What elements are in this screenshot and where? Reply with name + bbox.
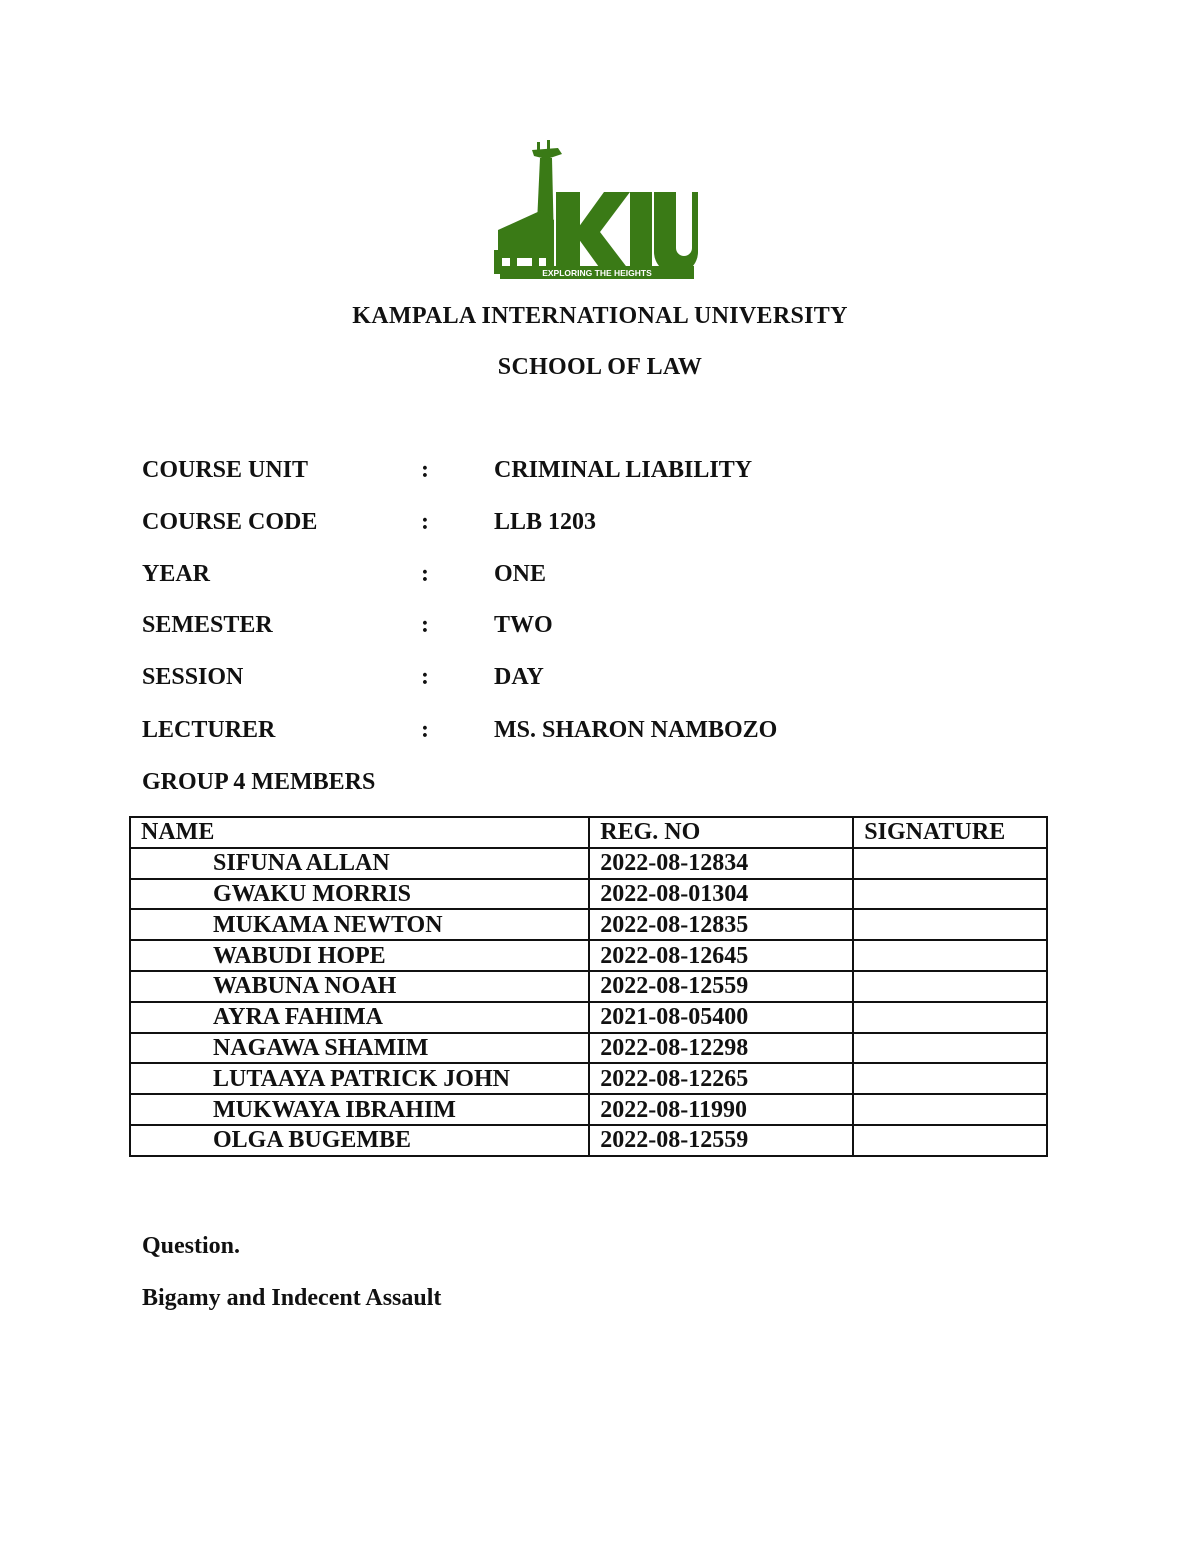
member-reg-no: 2022-08-01304	[589, 879, 853, 910]
table-header-row	[130, 817, 1047, 848]
logo-tagline: EXPLORING THE HEIGHTS	[542, 268, 652, 278]
member-reg-no: 2021-08-05400	[589, 1002, 853, 1033]
university-name: KAMPALA INTERNATIONAL UNIVERSITY	[352, 303, 848, 329]
group-title: GROUP 4 MEMBERS	[142, 769, 376, 795]
detail-label: SEMESTER	[142, 612, 273, 638]
detail-separator: :	[421, 612, 429, 638]
member-name: MUKAMA NEWTON	[130, 909, 589, 940]
detail-separator: :	[421, 509, 429, 535]
member-signature	[853, 1002, 1047, 1033]
university-logo	[492, 140, 698, 282]
detail-separator: :	[421, 664, 429, 690]
member-name: OLGA BUGEMBE	[130, 1125, 589, 1156]
member-name: LUTAAYA PATRICK JOHN	[130, 1063, 589, 1094]
member-name: GWAKU MORRIS	[130, 879, 589, 910]
member-signature	[853, 971, 1047, 1002]
member-signature	[853, 909, 1047, 940]
members-table	[129, 816, 1048, 1157]
giraffe-icon	[494, 140, 562, 274]
table-row	[130, 940, 1047, 971]
detail-label: LECTURER	[142, 717, 276, 743]
member-name: MUKWAYA IBRAHIM	[130, 1094, 589, 1125]
detail-value: DAY	[494, 664, 544, 690]
member-signature	[853, 1125, 1047, 1156]
detail-label: COURSE CODE	[142, 509, 318, 535]
detail-row-semester	[142, 610, 1042, 640]
table-row	[130, 1094, 1047, 1125]
member-name: WABUNA NOAH	[130, 971, 589, 1002]
member-name: NAGAWA SHAMIM	[130, 1033, 589, 1064]
column-header-signature: SIGNATURE	[853, 817, 1047, 848]
detail-row-year	[142, 559, 1042, 589]
detail-value: TWO	[494, 612, 553, 638]
detail-value: CRIMINAL LIABILITY	[494, 457, 753, 483]
table-row	[130, 1002, 1047, 1033]
member-name: SIFUNA ALLAN	[130, 848, 589, 879]
detail-row-course-code	[142, 507, 1042, 537]
column-header-reg-no: REG. NO	[589, 817, 853, 848]
detail-separator: :	[421, 457, 429, 483]
detail-label: SESSION	[142, 664, 244, 690]
column-header-name: NAME	[130, 817, 589, 848]
member-signature	[853, 879, 1047, 910]
detail-row-session	[142, 662, 1042, 692]
detail-value: MS. SHARON NAMBOZO	[494, 717, 778, 743]
detail-value: ONE	[494, 561, 547, 587]
table-row	[130, 1033, 1047, 1064]
member-reg-no: 2022-08-12298	[589, 1033, 853, 1064]
table-row	[130, 879, 1047, 910]
member-reg-no: 2022-08-12559	[589, 971, 853, 1002]
detail-row-lecturer	[142, 715, 1042, 745]
detail-value: LLB 1203	[494, 509, 597, 535]
member-name: AYRA FAHIMA	[130, 1002, 589, 1033]
member-signature	[853, 848, 1047, 879]
table-row	[130, 1063, 1047, 1094]
detail-separator: :	[421, 561, 429, 587]
member-reg-no: 2022-08-11990	[589, 1094, 853, 1125]
member-signature	[853, 1063, 1047, 1094]
question-label: Question.	[142, 1233, 241, 1259]
detail-row-course-unit	[142, 455, 1042, 485]
member-reg-no: 2022-08-12834	[589, 848, 853, 879]
member-reg-no: 2022-08-12835	[589, 909, 853, 940]
logo-wordmark	[556, 192, 698, 274]
detail-label: COURSE UNIT	[142, 457, 309, 483]
table-row	[130, 1125, 1047, 1156]
member-reg-no: 2022-08-12645	[589, 940, 853, 971]
member-reg-no: 2022-08-12265	[589, 1063, 853, 1094]
detail-separator: :	[421, 717, 429, 743]
table-row	[130, 848, 1047, 879]
question-text: Bigamy and Indecent Assault	[142, 1285, 442, 1311]
member-name: WABUDI HOPE	[130, 940, 589, 971]
member-signature	[853, 940, 1047, 971]
member-signature	[853, 1033, 1047, 1064]
member-reg-no: 2022-08-12559	[589, 1125, 853, 1156]
detail-label: YEAR	[142, 561, 211, 587]
table-row	[130, 971, 1047, 1002]
school-name: SCHOOL OF LAW	[497, 354, 703, 380]
table-row	[130, 909, 1047, 940]
member-signature	[853, 1094, 1047, 1125]
